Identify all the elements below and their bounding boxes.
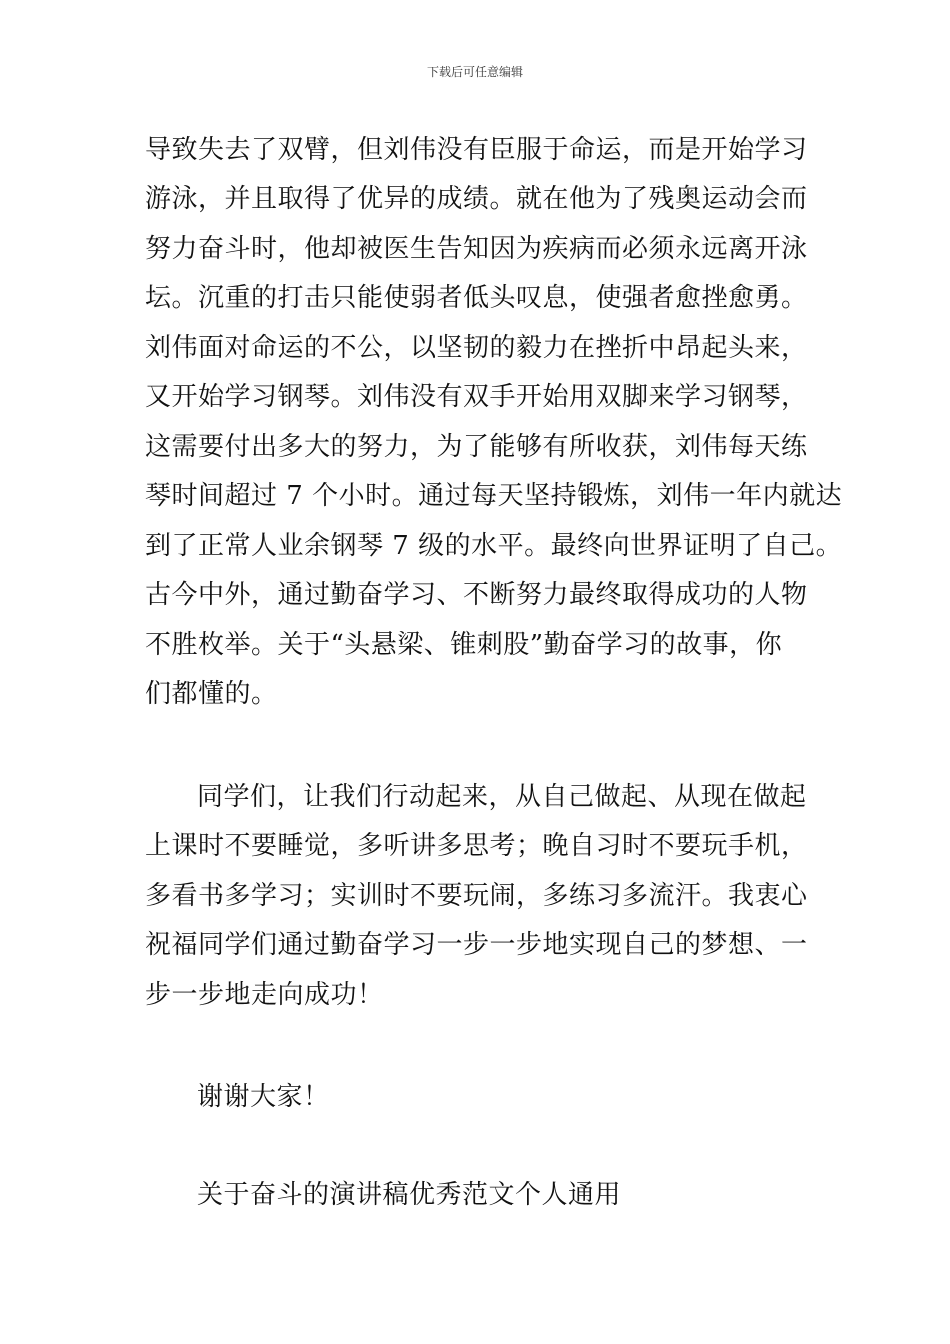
paragraph-line: 不胜枚举。关于“头悬梁、锥刺股”勤奋学习的故事，你	[145, 630, 783, 660]
paragraph-line: 古今中外，通过勤奋学习、不断努力最终取得成功的人物	[145, 580, 808, 610]
paragraph-line: 又开始学习钢琴。刘伟没有双手开始用双脚来学习钢琴，	[145, 382, 808, 412]
paragraph-line: 这需要付出多大的努力，为了能够有所收获，刘伟每天练	[145, 432, 808, 462]
next-section-title: 关于奋斗的演讲稿优秀范文个人通用	[197, 1180, 622, 1210]
paragraph-line: 导致失去了双臂，但刘伟没有臣服于命运，而是开始学习	[145, 135, 808, 165]
paragraph-line: 琴时间超过 7 个小时。通过每天坚持锻炼，刘伟一年内就达	[145, 481, 843, 511]
page-header: 下载后可任意编辑	[426, 65, 523, 79]
paragraph-line: 到了正常人业余钢琴 7 级的水平。最终向世界证明了自己。	[145, 531, 843, 561]
paragraph-line: 刘伟面对命运的不公，以坚韧的毅力在挫折中昂起头来，	[145, 333, 808, 363]
paragraph-line: 步一步地走向成功！	[145, 980, 384, 1010]
paragraph-line: 多看书多学习；实训时不要玩闹，多练习多流汗。我衷心	[145, 881, 808, 911]
paragraph-line: 祝福同学们通过勤奋学习一步一步地实现自己的梦想、一	[145, 930, 808, 960]
paragraph-line: 上课时不要睡觉，多听讲多思考；晚自习时不要玩手机，	[145, 831, 808, 861]
paragraph-line: 坛。沉重的打击只能使弱者低头叹息，使强者愈挫愈勇。	[145, 283, 808, 313]
paragraph-line: 游泳，并且取得了优异的成绩。就在他为了残奥运动会而	[145, 184, 808, 214]
closing-line: 谢谢大家！	[197, 1082, 330, 1112]
paragraph-line: 同学们，让我们行动起来，从自己做起、从现在做起	[197, 782, 807, 812]
paragraph-line: 们都懂的。	[145, 679, 278, 709]
paragraph-line: 努力奋斗时，他却被医生告知因为疾病而必须永远离开泳	[145, 234, 808, 264]
